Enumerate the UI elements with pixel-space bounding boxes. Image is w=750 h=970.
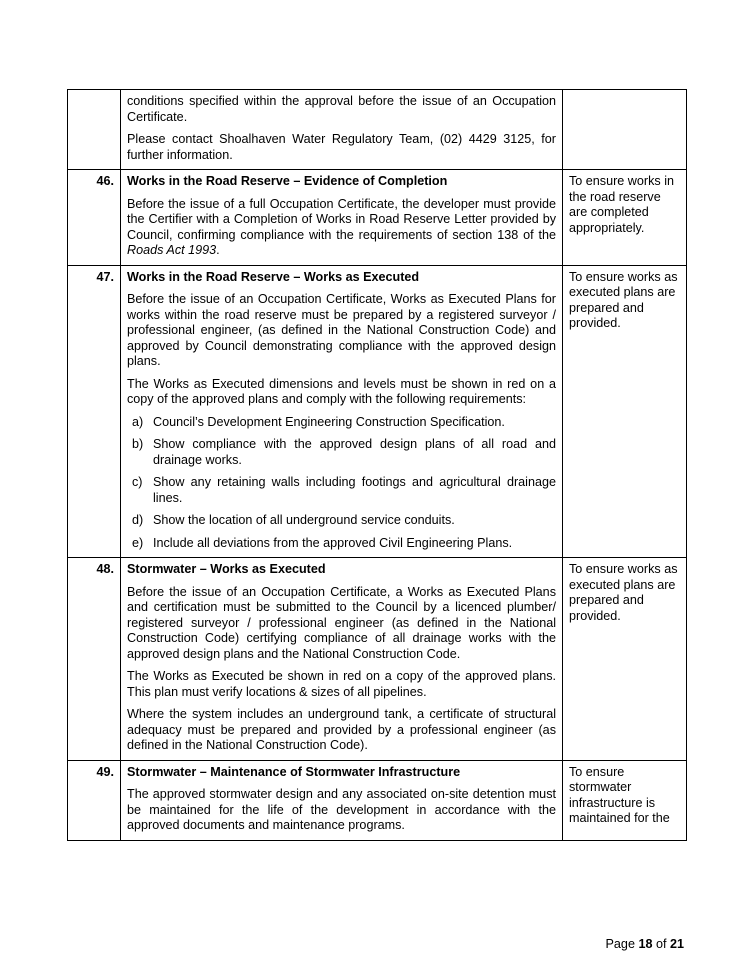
table-row xyxy=(68,558,687,761)
condition-reason: To ensure stormwater infrastructure is maintained for the xyxy=(563,760,687,840)
table-row xyxy=(68,265,687,558)
condition-body xyxy=(121,760,563,840)
requirements-list xyxy=(127,415,556,552)
conditions-table xyxy=(67,89,687,841)
page-number: 18 xyxy=(638,937,653,951)
list-marker: e) xyxy=(132,535,144,550)
list-item xyxy=(127,475,556,506)
condition-paragraph: conditions specified within the approval before the issue of an Occupation Certificate. xyxy=(127,94,556,124)
list-text: Council’s Development Engineering Construction Specification. xyxy=(153,414,505,429)
list-item xyxy=(127,415,556,431)
condition-paragraph: Where the system includes an underground tank, a certificate of structural adequacy must be prepared and provided by a professional engineer (as defined in the National Construction Code). xyxy=(127,707,556,752)
page-footer xyxy=(606,937,684,951)
of-label: of xyxy=(655,937,667,951)
list-text: Show compliance with the approved design plans of all road and drainage works. xyxy=(153,437,556,467)
condition-paragraph: The Works as Executed be shown in red on a copy of the approved plans. This plan must verify locations & sizes of all pipelines. xyxy=(127,669,556,699)
condition-number: 48. xyxy=(68,558,121,761)
paragraph-text: Before the issue of a full Occupation Certificate, the developer must provide the Certifier with a Completion of Works in Road Reserve Letter provided by Council, confirming compliance with the requirements of section 138 of the xyxy=(127,196,556,242)
condition-paragraph: The approved stormwater design and any associated on-site detention must be maintained for the life of the development in accordance with the approved documents and maintenance programs. xyxy=(127,787,556,832)
condition-number xyxy=(68,90,121,170)
condition-heading: Stormwater – Works as Executed xyxy=(127,562,326,576)
list-item xyxy=(127,513,556,529)
condition-number: 46. xyxy=(68,170,121,266)
list-text: Show the location of all underground service conduits. xyxy=(153,513,455,527)
list-marker: d) xyxy=(132,513,144,527)
list-item xyxy=(127,437,556,468)
list-item xyxy=(127,536,556,552)
condition-number: 49. xyxy=(68,760,121,840)
condition-body xyxy=(121,170,563,266)
condition-reason xyxy=(563,90,687,170)
condition-body xyxy=(121,90,563,170)
list-marker: a) xyxy=(132,414,144,429)
table-row xyxy=(68,760,687,840)
list-marker: b) xyxy=(132,437,144,451)
table-row xyxy=(68,90,687,170)
list-text: Include all deviations from the approved Civil Engineering Plans. xyxy=(153,535,513,550)
condition-heading: Works in the Road Reserve – Evidence of Completion xyxy=(127,174,448,188)
paragraph-end: . xyxy=(216,243,220,257)
condition-paragraph: The Works as Executed dimensions and levels must be shown in red on a copy of the approved plans and comply with the following requirements: xyxy=(127,376,556,406)
condition-heading: Stormwater – Maintenance of Stormwater Infrastructure xyxy=(127,764,461,779)
list-marker: c) xyxy=(132,475,143,489)
act-title: Roads Act 1993 xyxy=(127,243,217,257)
condition-reason: To ensure works as executed plans are prepared and provided. xyxy=(563,265,687,558)
page-label: Page xyxy=(605,937,635,951)
list-text: Show any retaining walls including footings and agricultural drainage lines. xyxy=(153,475,556,505)
condition-paragraph: Before the issue of an Occupation Certificate, Works as Executed Plans for works within the road reserve must be prepared by a registered surveyor / professional engineer, (as defined in the National Construction Code) and approved by Council demonstrating compliance with the approved design plans. xyxy=(127,292,556,368)
condition-heading: Works in the Road Reserve – Works as Executed xyxy=(127,269,420,284)
condition-paragraph: Before the issue of an Occupation Certificate, a Works as Executed Plans and certification must be submitted to the Council by a licenced plumber/ registered surveyor / professional engineer (as defined in the National Construction Code) certifying compliance of all drainage works with the approved design plans and the National Construction Code. xyxy=(127,584,556,661)
condition-reason: To ensure works in the road reserve are completed appropriately. xyxy=(563,170,687,266)
condition-body xyxy=(121,265,563,558)
condition-reason: To ensure works as executed plans are prepared and provided. xyxy=(563,558,687,761)
condition-number: 47. xyxy=(68,265,121,558)
condition-paragraph xyxy=(127,197,556,259)
total-pages: 21 xyxy=(669,937,684,951)
condition-paragraph: Please contact Shoalhaven Water Regulatory Team, (02) 4429 3125, for further information. xyxy=(127,132,556,162)
condition-body xyxy=(121,558,563,761)
table-row xyxy=(68,170,687,266)
